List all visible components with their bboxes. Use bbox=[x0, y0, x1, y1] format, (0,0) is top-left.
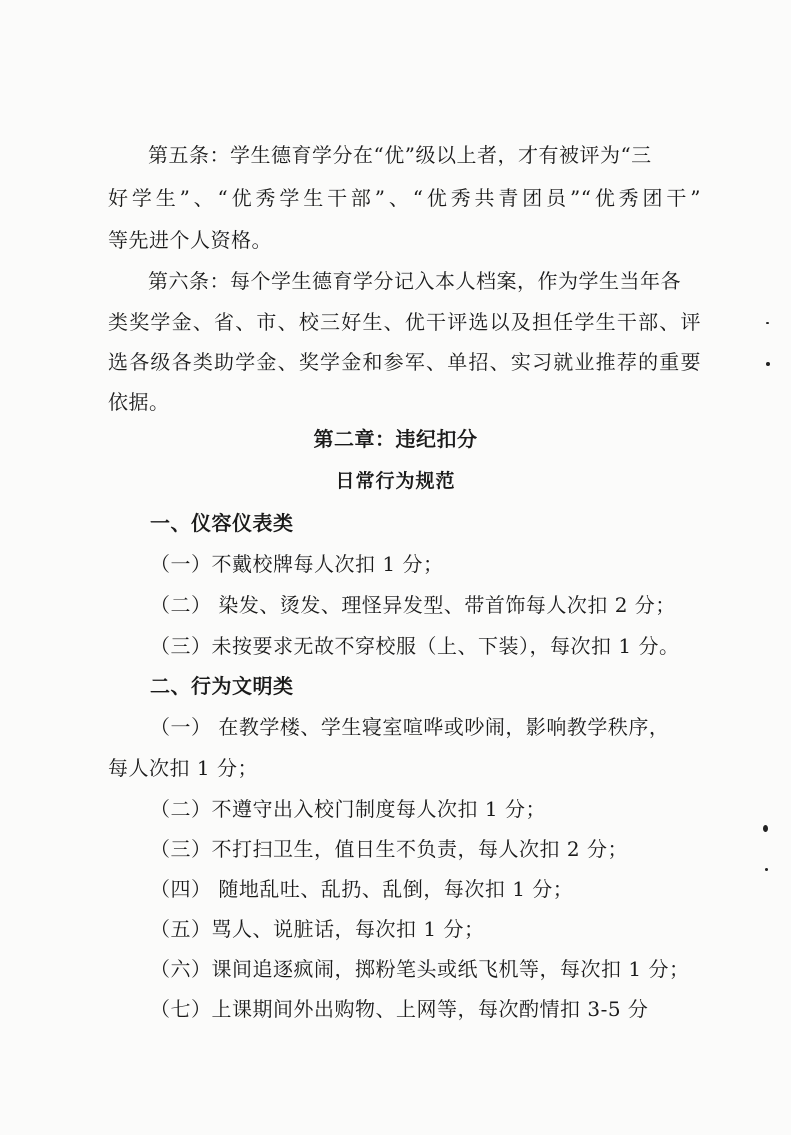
chapter-title: 第二章：违纪扣分 bbox=[313, 427, 478, 451]
article5-line1: 第五条：学生德育学分在“优”级以上者，才有被评为“三 bbox=[148, 143, 652, 167]
part2-item-2: （二）不遵守出入校门制度每人次扣 1 分； bbox=[150, 797, 546, 821]
part1-heading: 一、仪容仪表类 bbox=[150, 511, 294, 535]
scan-speck bbox=[765, 868, 768, 871]
part2-item-4: （四） 随地乱吐、乱扔、乱倒，每次扣 1 分； bbox=[150, 877, 574, 901]
article6-line3: 选各级各类助学金、奖学金和参军、单招、实习就业推荐的重要 bbox=[108, 350, 701, 374]
article6-line2: 类奖学金、省、市、校三好生、优干评选以及担任学生干部、评 bbox=[108, 310, 701, 334]
part2-item-3: （三）不打扫卫生，值日生不负责，每人次扣 2 分； bbox=[150, 837, 628, 861]
section-title: 日常行为规范 bbox=[335, 470, 456, 492]
article5-line3: 等先进个人资格。 bbox=[108, 228, 272, 252]
part2-item-1-line1: （一） 在教学楼、学生寝室喧哗或吵闹，影响教学秩序， bbox=[150, 715, 670, 739]
part2-heading: 二、行为文明类 bbox=[150, 674, 294, 698]
part2-item-1-line2: 每人次扣 1 分； bbox=[108, 756, 258, 780]
part2-item-5: （五）骂人、说脏话，每次扣 1 分； bbox=[150, 917, 485, 941]
scan-speck bbox=[766, 362, 770, 366]
part1-item-1: （一）不戴校牌每人次扣 1 分； bbox=[150, 552, 444, 576]
scan-speck bbox=[766, 322, 769, 324]
article6-line4: 依据。 bbox=[108, 390, 170, 414]
part1-item-2: （二） 染发、烫发、理怪异发型、带首饰每人次扣 2 分； bbox=[150, 593, 676, 617]
article5-line2: 好学生”、“优秀学生干部”、“优秀共青团员”“优秀团干” bbox=[108, 186, 701, 210]
part2-item-6: （六）课间追逐疯闹，掷粉笔头或纸飞机等，每次扣 1 分； bbox=[150, 957, 690, 981]
scan-speck bbox=[763, 825, 768, 832]
part2-item-7: （七）上课期间外出购物、上网等，每次酌情扣 3-5 分 bbox=[150, 997, 649, 1021]
article6-line1: 第六条：每个学生德育学分记入本人档案，作为学生当年各 bbox=[148, 269, 681, 293]
part1-item-3: （三）未按要求无故不穿校服（上、下装），每次扣 1 分。 bbox=[150, 634, 680, 658]
